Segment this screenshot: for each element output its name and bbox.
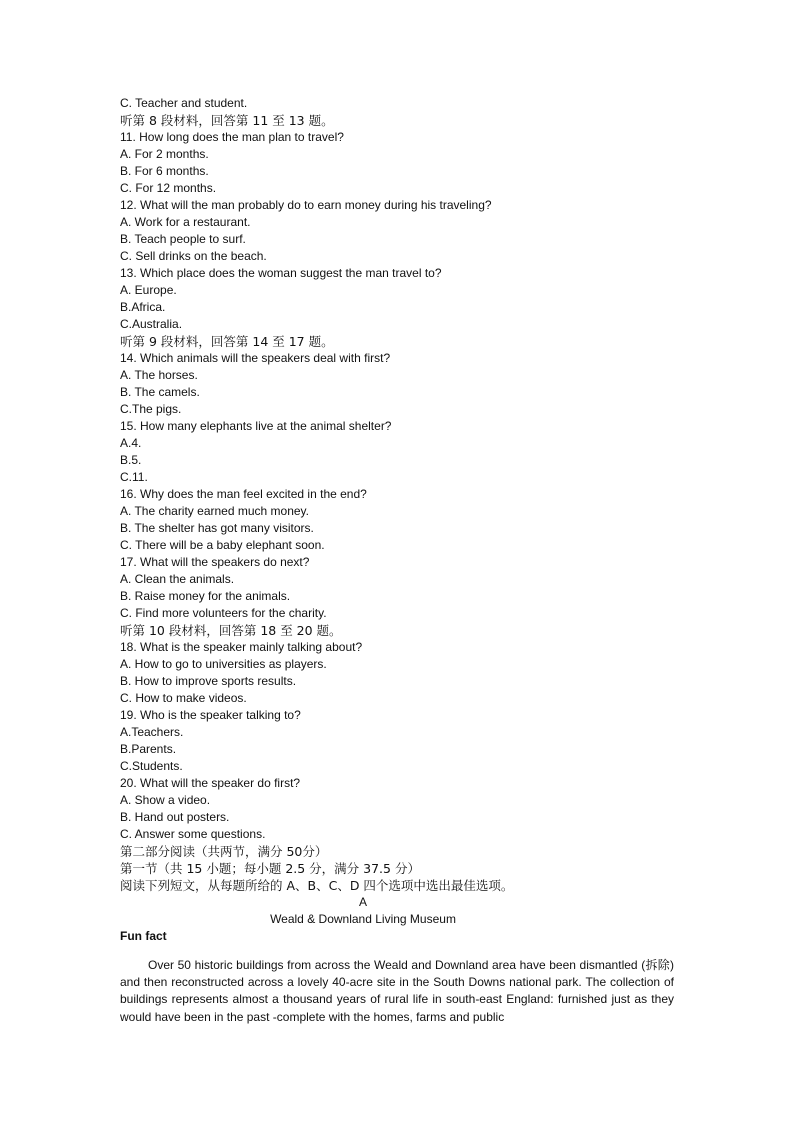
section-instruction: 听第 10 段材料，回答第 18 至 20 题。: [120, 623, 342, 638]
answer-option: C. There will be a baby elephant soon.: [120, 538, 325, 552]
answer-option: A. The charity earned much money.: [120, 504, 309, 518]
answer-option: A.Teachers.: [120, 725, 184, 739]
answer-option: C. Teacher and student.: [120, 96, 248, 110]
answer-option: B. Teach people to surf.: [120, 232, 246, 246]
passage-heading: Weald & Downland Living Museum: [270, 912, 456, 926]
question-text: 11. How long does the man plan to travel?: [120, 130, 344, 144]
answer-option: C. Sell drinks on the beach.: [120, 249, 267, 263]
answer-option: C. For 12 months.: [120, 181, 217, 195]
answer-option: A. How to go to universities as players.: [120, 657, 327, 671]
answer-option: C. How to make videos.: [120, 691, 247, 705]
answer-option: B.5.: [120, 453, 142, 467]
answer-option: C. Answer some questions.: [120, 827, 266, 841]
question-text: 12. What will the man probably do to earn money during his traveling?: [120, 198, 492, 212]
question-text: 13. Which place does the woman suggest the man travel to?: [120, 266, 442, 280]
answer-option: A. Clean the animals.: [120, 572, 235, 586]
passage-paragraph: Over 50 historic buildings from across the Weald and Downland area have been dismantled (拆除) and then reconstructed across a lovely 40-acre site in the South Downs national park. The collection of buildings represents almost a thousand years of rural life in south-east England: furnished just as they would have been in the past -complete with the homes, farms and public: [120, 958, 674, 1024]
question-text: 20. What will the speaker do first?: [120, 776, 301, 790]
reading-passage: [120, 957, 674, 1026]
question-text: 14. Which animals will the speakers deal with first?: [120, 351, 391, 365]
exam-text-lines: [120, 95, 680, 945]
answer-option: A. For 2 months.: [120, 147, 209, 161]
answer-option: C.11.: [120, 470, 148, 484]
section-instruction: 第二部分阅读（共两节，满分 50分）: [120, 844, 328, 859]
answer-option: A. Europe.: [120, 283, 177, 297]
answer-option: A. Work for a restaurant.: [120, 215, 251, 229]
question-text: 15. How many elephants live at the animal shelter?: [120, 419, 392, 433]
answer-option: B. For 6 months.: [120, 164, 209, 178]
answer-option: B. The camels.: [120, 385, 200, 399]
answer-option: C.The pigs.: [120, 402, 182, 416]
answer-option: B. How to improve sports results.: [120, 674, 297, 688]
section-instruction: 听第 8 段材料，回答第 11 至 13 题。: [120, 113, 334, 128]
answer-option: C. Find more volunteers for the charity.: [120, 606, 327, 620]
passage-heading: A: [358, 895, 367, 909]
section-instruction: 阅读下列短文，从每题所给的 A、B、C、D 四个选项中选出最佳选项。: [120, 878, 514, 893]
answer-option: A.4.: [120, 436, 142, 450]
answer-option: C.Australia.: [120, 317, 183, 331]
answer-option: B.Africa.: [120, 300, 166, 314]
answer-option: B. The shelter has got many visitors.: [120, 521, 314, 535]
question-text: 17. What will the speakers do next?: [120, 555, 310, 569]
question-text: 16. Why does the man feel excited in the end?: [120, 487, 367, 501]
answer-option: A. The horses.: [120, 368, 198, 382]
answer-option: B.Parents.: [120, 742, 177, 756]
passage-subheading: Fun fact: [120, 929, 167, 943]
answer-option: A. Show a video.: [120, 793, 211, 807]
section-instruction: 听第 9 段材料，回答第 14 至 17 题。: [120, 334, 334, 349]
question-text: 18. What is the speaker mainly talking about?: [120, 640, 363, 654]
section-instruction: 第一节（共 15 小题；每小题 2.5 分，满分 37.5 分）: [120, 861, 420, 876]
answer-option: B. Hand out posters.: [120, 810, 230, 824]
answer-option: B. Raise money for the animals.: [120, 589, 291, 603]
answer-option: C.Students.: [120, 759, 183, 773]
question-text: 19. Who is the speaker talking to?: [120, 708, 301, 722]
